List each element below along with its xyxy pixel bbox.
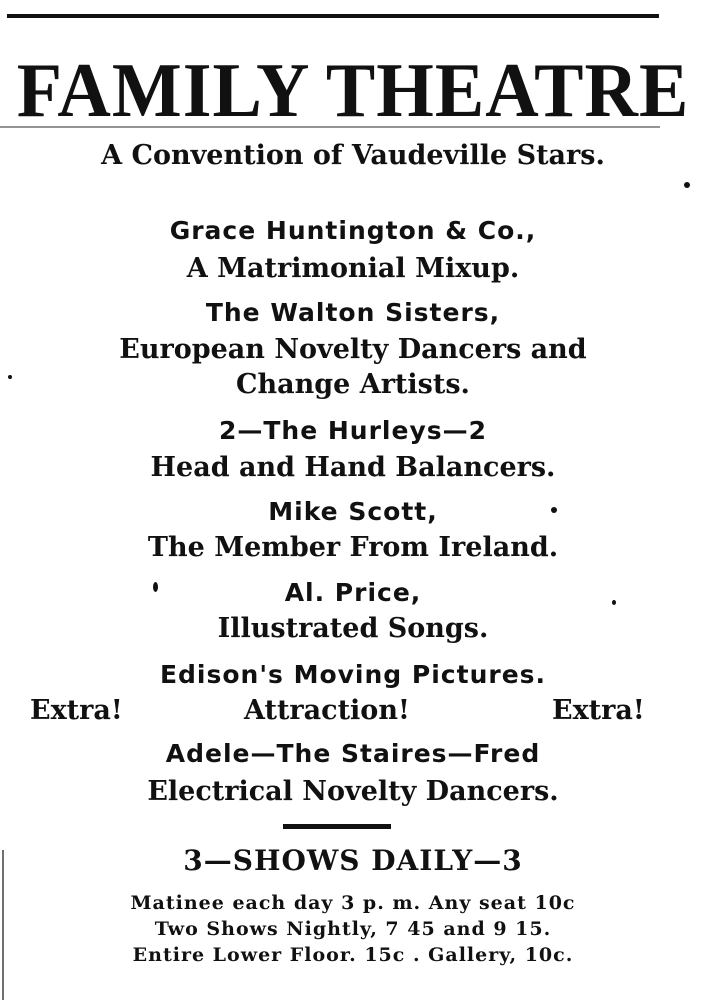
extra-attraction-row (0, 695, 706, 731)
feature-desc: Electrical Novelty Dancers. (147, 776, 559, 807)
shows-line-3: Entire Lower Floor. 15c . Gallery, 10c. (132, 944, 574, 966)
left-border-dash (2, 850, 4, 1000)
act-5-desc: Illustrated Songs. (217, 613, 489, 644)
title-underline (0, 126, 660, 128)
page-title: FAMILY THEATRE (16, 47, 690, 135)
ink-speck (153, 582, 158, 592)
ink-speck (551, 507, 557, 513)
act-2-name: The Walton Sisters, (205, 298, 501, 327)
shows-headline: 3—SHOWS DAILY—3 (183, 844, 523, 877)
ink-speck (612, 600, 616, 605)
act-1-name: Grace Huntington & Co., (169, 216, 537, 245)
feature-name: Adele—The Staires—Fred (165, 739, 541, 768)
act-1-desc: A Matrimonial Mixup. (186, 253, 520, 284)
shows-line-1: Matinee each day 3 p. m. Any seat 10c (130, 892, 576, 914)
extra-middle: Attraction! (244, 695, 410, 726)
act-2-desc: European Novelty Dancers and (119, 334, 587, 365)
extra-left: Extra! (30, 695, 123, 726)
ink-speck (8, 375, 12, 379)
act-5-name: Al. Price, (284, 578, 422, 607)
ink-speck (684, 182, 690, 188)
act-6-name: Edison's Moving Pictures. (159, 660, 547, 689)
shows-line-2: Two Shows Nightly, 7 45 and 9 15. (154, 918, 552, 940)
section-divider (283, 824, 391, 829)
act-2-desc-2: Change Artists. (236, 369, 470, 400)
act-3-name: 2—The Hurleys—2 (218, 416, 488, 445)
act-3-desc: Head and Hand Balancers. (150, 452, 556, 483)
subtitle: A Convention of Vaudeville Stars. (101, 140, 605, 171)
act-4-name: Mike Scott, (268, 497, 438, 526)
extra-right: Extra! (552, 695, 645, 726)
top-rule (7, 14, 659, 18)
act-4-desc: The Member From Ireland. (147, 532, 559, 563)
